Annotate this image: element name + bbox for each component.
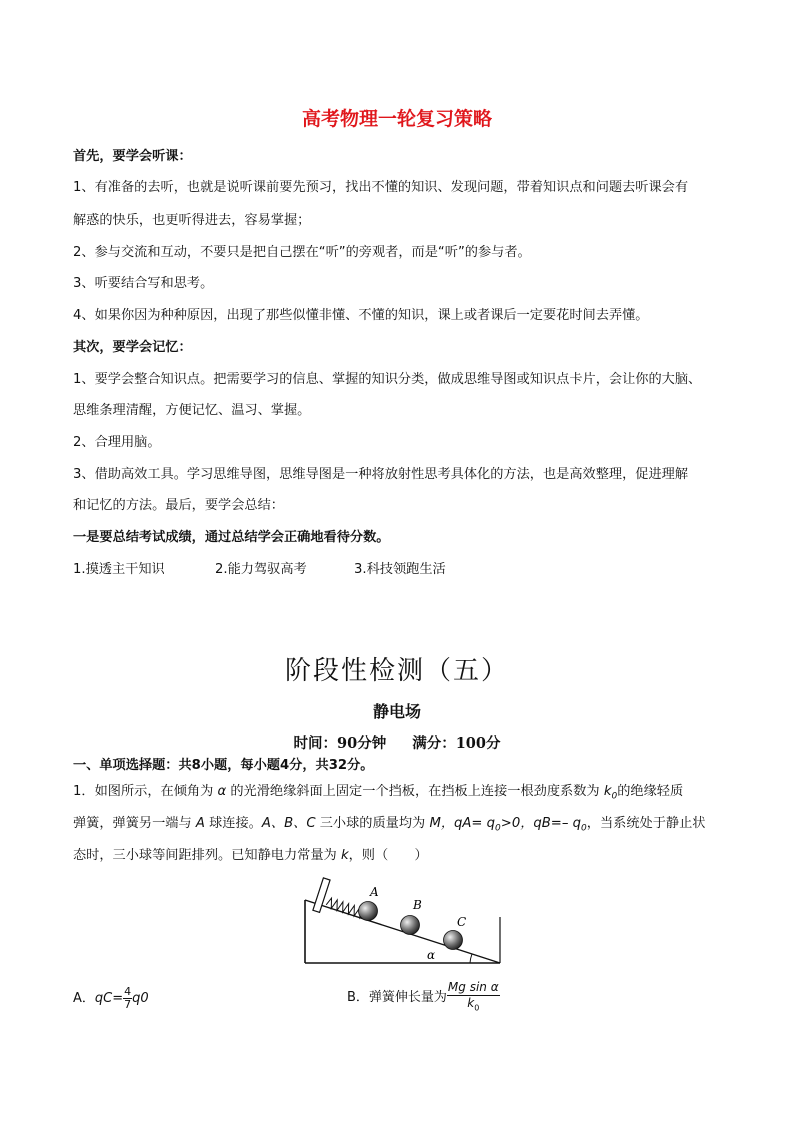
- exam-title: 阶段性检测（五）: [284, 656, 509, 686]
- exam-score: 满分：100分: [412, 735, 501, 752]
- paragraph: 1、要学会整合知识点。把需要学习的信息、掌握的知识分类，做成思维导图或知识点卡片，会让你的大脑、: [73, 372, 702, 387]
- incline-surface: [305, 900, 500, 963]
- section-heading-memory: 其次，要学会记忆：: [73, 340, 192, 355]
- ball-c: [444, 931, 463, 950]
- exam-meta: [0, 732, 794, 753]
- paragraph: 4、如果你因为种种原因，出现了那些似懂非懂、不懂的知识，课上或者课后一定要花时间去弄懂。: [73, 308, 649, 323]
- angle-arc: [470, 954, 472, 963]
- label-b: B: [413, 898, 422, 912]
- option-b[interactable]: B．弹簧伸长量为 $\frac{\text{Mg sin α}}{k_0}$: [347, 980, 499, 1013]
- ball-a: [359, 902, 378, 921]
- paragraph: 和记忆的方法。最后，要学会总结：: [73, 498, 284, 513]
- label-a: A: [370, 885, 379, 899]
- label-c: C: [457, 915, 467, 929]
- ball-b: [401, 916, 420, 935]
- paragraph: 解惑的快乐，也更听得进去，容易掌握；: [73, 213, 311, 228]
- question-1-line-2: 弹簧，弹簧另一端与 A 球连接。A、B、C 三小球的质量均为 M，$qA= q_0>0$，qB=– $q_0$，当系统处于静止状: [73, 816, 706, 834]
- paragraph: 思维条理清醒，方便记忆、温习、掌握。: [73, 403, 311, 418]
- tagline-item: 2.能力驾驭高考: [215, 562, 307, 577]
- paragraph: 2、参与交流和互动，不要只是把自己摆在“听”的旁观者，而是“听”的参与者。: [73, 245, 531, 260]
- section-heading-listen: 首先，要学会听课：: [73, 149, 192, 164]
- emphasis-line: 一是要总结考试成绩，通过总结学会正确地看待分数。: [73, 530, 390, 545]
- option-a[interactable]: A．qC= $\frac{4}{7}$ q0: [73, 985, 149, 1011]
- part-heading: 一、单项选择题：共8小题，每小题4分，共32分。: [73, 758, 374, 773]
- paragraph: 3、听要结合写和思考。: [73, 276, 214, 291]
- tagline-item: 3.科技领跑生活: [354, 562, 446, 577]
- document-title: 高考物理一轮复习策略: [301, 108, 492, 130]
- incline-figure: [300, 870, 520, 970]
- exam-time: 时间：90分钟: [293, 735, 387, 752]
- tagline-item: 1.摸透主干知识: [73, 562, 165, 577]
- paragraph: 2、合理用脑。: [73, 435, 161, 450]
- paragraph: 1、有准备的去听，也就是说听课前要先预习，找出不懂的知识、发现问题，带着知识点和问题去听课会有: [73, 180, 689, 195]
- tagline-row: [73, 558, 733, 577]
- angle-label: α: [427, 948, 436, 962]
- exam-subject: 静电场: [372, 702, 421, 721]
- paragraph: 3、借助高效工具。学习思维导图，思维导图是一种将放射性思考具体化的方法，也是高效整理，促进理解: [73, 467, 689, 482]
- question-1-line-1: 1．如图所示，在倾角为 α 的光滑绝缘斜面上固定一个挡板，在挡板上连接一根劲度系数为 $k_0$的绝缘轻质: [73, 784, 684, 802]
- question-1-line-3: 态时，三小球等间距排列。已知静电力常量为 k，则（ ）: [73, 848, 428, 863]
